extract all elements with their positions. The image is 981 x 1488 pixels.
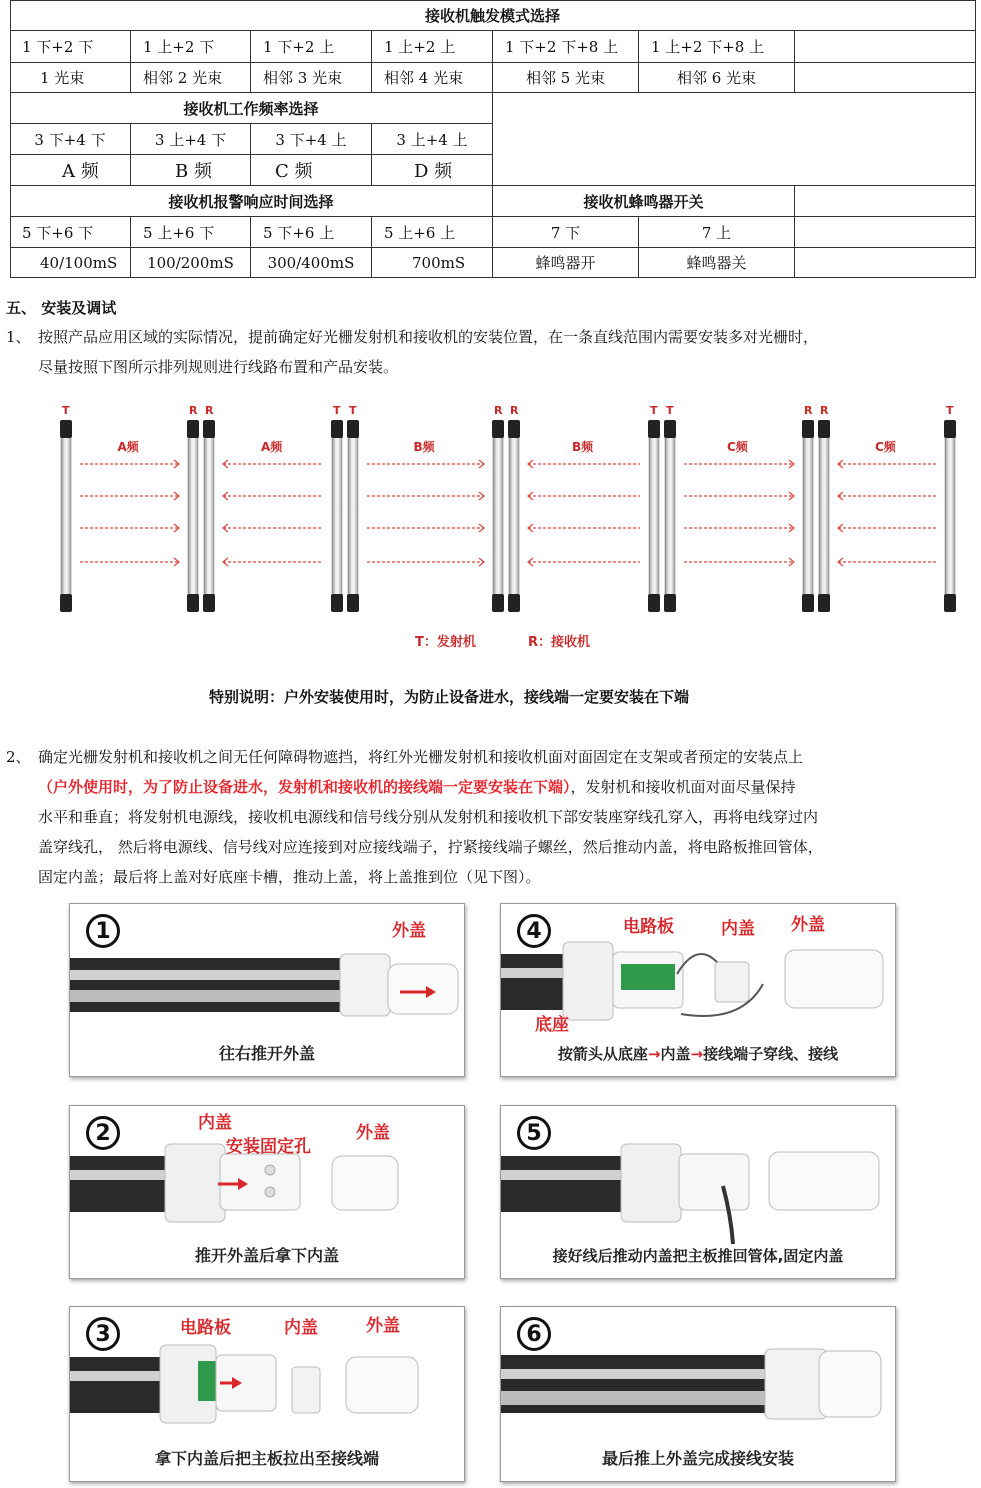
- pole-cap-top: [648, 420, 660, 438]
- section-heading: 五、 安装及调试: [6, 299, 117, 317]
- step-caption: 拿下内盖后把主板拉出至接线端: [154, 1449, 379, 1468]
- empty-cell: [795, 63, 976, 93]
- beam-pole: [348, 434, 358, 598]
- pole-cap-top: [347, 420, 359, 438]
- pole-cap-bottom: [203, 594, 215, 612]
- pole-label: T: [333, 404, 341, 417]
- beam-count: 1 光束: [10, 63, 131, 93]
- pole-cap-top: [60, 420, 72, 438]
- outer-cover-label: 外盖: [392, 921, 426, 941]
- beam-pole: [803, 434, 813, 598]
- outer-cover-label: 外盖: [791, 915, 825, 935]
- beam-layout-diagram: [50, 398, 980, 660]
- beam-pole: [649, 434, 659, 598]
- legend-receiver: R：接收机: [528, 635, 591, 650]
- outer-cover-label: 外盖: [366, 1316, 400, 1336]
- frequency-code: 3 上+4 上: [372, 124, 493, 155]
- step-caption: [501, 1043, 895, 1064]
- beam-layout-svg: [50, 398, 980, 660]
- item-number: 1、: [6, 328, 31, 346]
- paragraph-line: ，发射机和接收机面对面尽量保持: [570, 778, 796, 796]
- buzzer-code: 7 上: [639, 217, 795, 248]
- trigger-mode-title: 接收机触发模式选择: [10, 0, 976, 31]
- response-code: 5 下+6 下: [10, 217, 131, 248]
- pole-cap-bottom: [818, 594, 830, 612]
- pole-cap-bottom: [60, 594, 72, 612]
- step-card-6: [500, 1306, 896, 1482]
- warning-text: （户外使用时，为了防止设备进水，发射机和接收机的接线端一定要安装在下端）: [38, 778, 571, 796]
- beam-pole: [665, 434, 675, 598]
- paragraph-line: 水平和垂直；将发射机电源线，接收机电源线和信号线分别从发射机和接收机下部安装座穿线孔穿入，再将电线穿过内: [38, 808, 819, 826]
- settings-table: [10, 0, 976, 278]
- caption-part: 内盖: [660, 1045, 691, 1063]
- step-6-illustration: [501, 1327, 896, 1447]
- trigger-code: 1 上+2 上: [372, 31, 493, 63]
- beam-pole: [188, 434, 198, 598]
- trigger-code: 1 下+2 上: [251, 31, 372, 63]
- circuit-board: [198, 1361, 216, 1401]
- step-card-4: [500, 903, 896, 1077]
- empty-cell: [795, 186, 976, 217]
- frequency-value: C 频: [251, 155, 372, 186]
- inner-cover-label: 内盖: [721, 919, 755, 939]
- trigger-code: 1 上+2 下+8 上: [639, 31, 795, 63]
- arrow-right-icon: →: [690, 1045, 704, 1063]
- response-value: 700mS: [372, 248, 493, 278]
- circuit-board-label: 电路板: [623, 917, 674, 937]
- pole-cap-top: [508, 420, 520, 438]
- beam-count: 相邻 6 光束: [639, 63, 795, 93]
- beam-pole: [509, 434, 519, 598]
- beam-pole: [204, 434, 214, 598]
- pole-cap-bottom: [331, 594, 343, 612]
- pole-cap-bottom: [492, 594, 504, 612]
- paragraph-line: 尽量按照下图所示排列规则进行线路布置和产品安装。: [38, 358, 399, 376]
- pole-label: T: [946, 404, 954, 417]
- mount-hole-label: 安装固定孔: [226, 1137, 311, 1157]
- pole-cap-bottom: [664, 594, 676, 612]
- pole-cap-top: [818, 420, 830, 438]
- step-3-illustration: [70, 1327, 465, 1447]
- pole-label: R: [510, 404, 519, 417]
- pole-label: T: [650, 404, 658, 417]
- pole-label: T: [62, 404, 70, 417]
- beam-count: 相邻 3 光束: [251, 63, 372, 93]
- step-caption: 最后推上外盖完成接线安装: [601, 1449, 794, 1468]
- step-number: 6: [517, 1317, 551, 1351]
- step-card-5: [500, 1105, 896, 1279]
- circuit-board: [621, 964, 675, 990]
- base-label: 底座: [535, 1015, 569, 1035]
- frequency-band-label: C频: [727, 440, 748, 454]
- caption-part: 接线端子穿线、接线: [703, 1045, 839, 1063]
- pole-cap-top: [492, 420, 504, 438]
- frequency-code: 3 上+4 下: [131, 124, 251, 155]
- legend-transmitter: T：发射机: [415, 635, 476, 650]
- special-note: 特别说明：户外安装使用时，为防止设备进水，接线端一定要安装在下端: [209, 688, 690, 706]
- pole-cap-top: [187, 420, 199, 438]
- item-number: 2、: [6, 748, 31, 766]
- step-card-3: [69, 1306, 465, 1482]
- pole-label: T: [349, 404, 357, 417]
- step-number: 4: [517, 914, 551, 948]
- step-number: 1: [86, 914, 120, 948]
- pole-label: R: [189, 404, 198, 417]
- beam-pole: [945, 434, 955, 598]
- pole-cap-bottom: [648, 594, 660, 612]
- paragraph-line: 按照产品应用区域的实际情况，提前确定好光栅发射机和接收机的安装位置，在一条直线范围内需要安装多对光栅时，: [38, 328, 819, 346]
- arrow-right-icon: →: [647, 1045, 661, 1063]
- caption-part: 按箭头从底座: [557, 1045, 648, 1063]
- pole-cap-top: [944, 420, 956, 438]
- response-value: 40/100mS: [10, 248, 131, 278]
- trigger-code: 1 下+2 下+8 上: [493, 31, 639, 63]
- empty-cell: [493, 93, 976, 186]
- pole-cap-top: [802, 420, 814, 438]
- pole-cap-top: [331, 420, 343, 438]
- step-number: 2: [86, 1116, 120, 1150]
- step-caption: 推开外盖后拿下内盖: [194, 1246, 339, 1265]
- frequency-code: 3 下+4 上: [251, 124, 372, 155]
- step-card-1: [69, 903, 465, 1077]
- paragraph-line: 盖穿线孔， 然后将电源线、信号线对应连接到对应接线端子，拧紧接线端子螺丝，然后推动内盖，将电路板推回管体，: [38, 838, 823, 856]
- response-value: 300/400mS: [251, 248, 372, 278]
- buzzer-value: 蜂鸣器开: [493, 248, 639, 278]
- outer-cover-label: 外盖: [356, 1123, 390, 1143]
- pole-label: R: [804, 404, 813, 417]
- frequency-band-label: A频: [117, 440, 139, 454]
- beam-pole: [332, 434, 342, 598]
- buzzer-value: 蜂鸣器关: [639, 248, 795, 278]
- pole-cap-bottom: [802, 594, 814, 612]
- circuit-board-label: 电路板: [180, 1318, 231, 1338]
- pole-label: R: [205, 404, 214, 417]
- frequency-value: A 频: [10, 155, 131, 186]
- paragraph-line: 固定内盖；最后将上盖对好底座卡槽，推动上盖，将上盖推到位（见下图）。: [38, 868, 541, 886]
- response-time-title: 接收机报警响应时间选择: [10, 186, 493, 217]
- buzzer-title: 接收机蜂鸣器开关: [493, 186, 795, 217]
- step-caption: 往右推开外盖: [218, 1044, 315, 1063]
- frequency-title: 接收机工作频率选择: [10, 93, 493, 124]
- trigger-code: 1 上+2 下: [131, 31, 251, 63]
- beam-count: 相邻 4 光束: [372, 63, 493, 93]
- frequency-band-label: B频: [572, 440, 594, 454]
- pole-label: R: [820, 404, 829, 417]
- pole-cap-bottom: [347, 594, 359, 612]
- empty-cell: [795, 31, 976, 63]
- paragraph-line: 确定光栅发射机和接收机之间无任何障碍物遮挡，将红外光栅发射机和接收机面对面固定在支架或者预定的安装点上: [38, 748, 804, 766]
- response-value: 100/200mS: [131, 248, 251, 278]
- response-code: 5 上+6 下: [131, 217, 251, 248]
- frequency-code: 3 下+4 下: [10, 124, 131, 155]
- empty-cell: [795, 217, 976, 248]
- frequency-band-label: A频: [261, 440, 283, 454]
- step-card-2: [69, 1105, 465, 1279]
- step-caption: 接好线后推动内盖把主板推回管体,固定内盖: [552, 1247, 844, 1265]
- step-number: 5: [517, 1116, 551, 1150]
- pole-label: R: [494, 404, 503, 417]
- beam-pole: [493, 434, 503, 598]
- beam-pole: [61, 434, 71, 598]
- pole-label: T: [666, 404, 674, 417]
- frequency-value: B 频: [131, 155, 251, 186]
- buzzer-code: 7 下: [493, 217, 639, 248]
- pole-cap-bottom: [187, 594, 199, 612]
- inner-cover-label: 内盖: [284, 1318, 318, 1338]
- frequency-band-label: B频: [413, 440, 435, 454]
- response-code: 5 上+6 上: [372, 217, 493, 248]
- frequency-value: D 频: [372, 155, 493, 186]
- response-code: 5 下+6 上: [251, 217, 372, 248]
- beam-count: 相邻 2 光束: [131, 63, 251, 93]
- step-number: 3: [86, 1317, 120, 1351]
- inner-cover-label: 内盖: [198, 1113, 232, 1133]
- beam-count: 相邻 5 光束: [493, 63, 639, 93]
- pole-cap-top: [664, 420, 676, 438]
- beam-pole: [819, 434, 829, 598]
- pole-cap-top: [203, 420, 215, 438]
- frequency-band-label: C频: [875, 440, 896, 454]
- step-5-illustration: [501, 1126, 896, 1246]
- pole-cap-bottom: [508, 594, 520, 612]
- trigger-code: 1 下+2 下: [10, 31, 131, 63]
- pole-cap-bottom: [944, 594, 956, 612]
- empty-cell: [795, 248, 976, 278]
- step-1-illustration: [70, 924, 465, 1044]
